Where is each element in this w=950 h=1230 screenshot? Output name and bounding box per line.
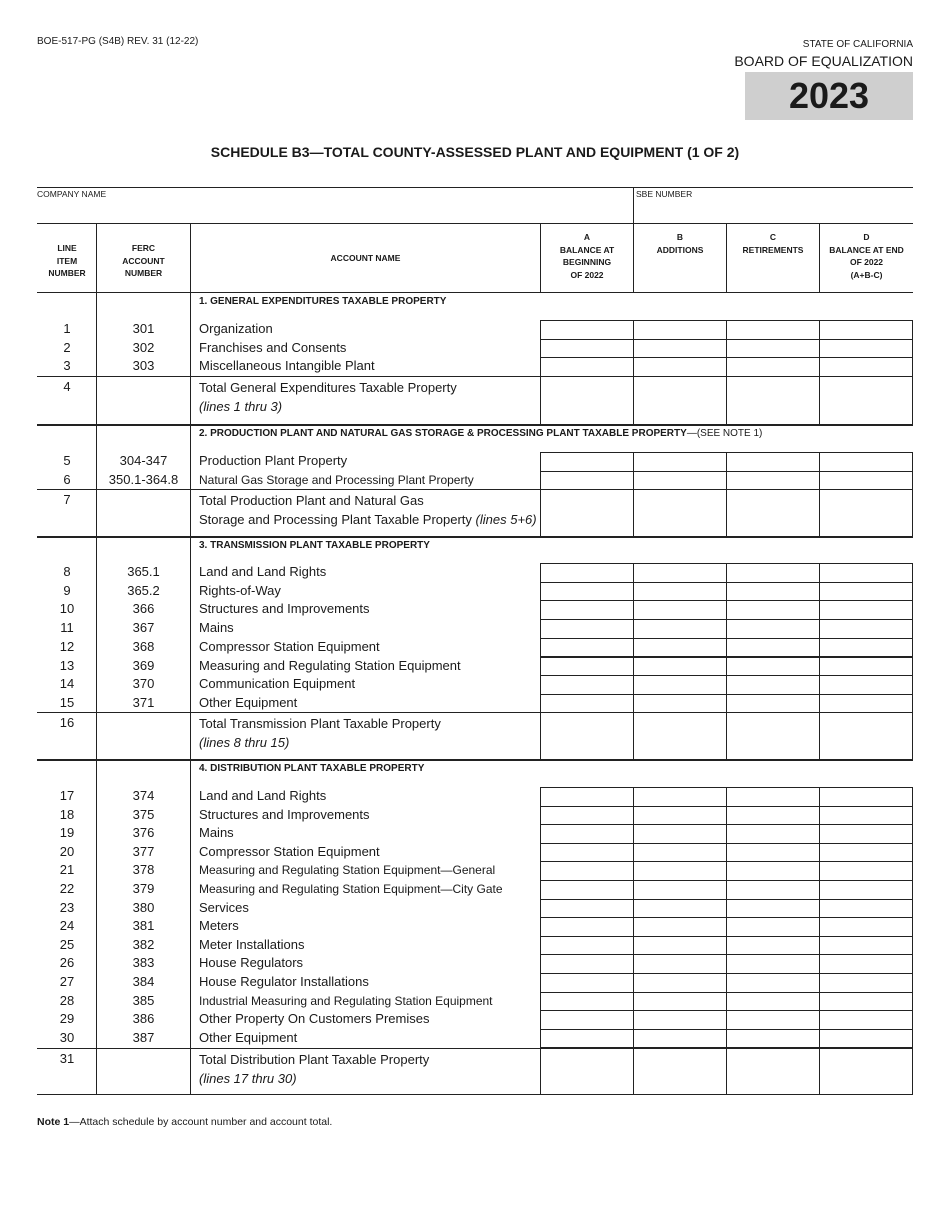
tax-year-box: [745, 72, 913, 120]
ferc-number: 302: [132, 339, 155, 355]
account-name: Compressor Station Equipment: [199, 843, 380, 859]
input-col-d[interactable]: [819, 339, 913, 359]
ferc-number: 376: [132, 825, 155, 841]
account-name: Compressor Station Equipment: [199, 638, 380, 654]
line-number: 1: [63, 321, 71, 336]
input-col-a[interactable]: [540, 861, 634, 881]
input-col-c[interactable]: [726, 787, 820, 807]
input-col-c[interactable]: [726, 973, 820, 993]
ferc-number: 369: [132, 657, 155, 673]
account-name: Measuring and Regulating Station Equipment—City Gate: [199, 882, 503, 896]
input-col-d[interactable]: [819, 843, 913, 863]
input-col-c[interactable]: [726, 452, 820, 472]
line-number: 15: [59, 694, 75, 710]
input-col-d[interactable]: [819, 1010, 913, 1030]
input-col-a[interactable]: [540, 675, 634, 695]
account-name: Land and Land Rights: [199, 564, 327, 579]
input-col-d[interactable]: [819, 899, 913, 919]
total-name-line2: [199, 397, 457, 416]
schedule-title: SCHEDULE B3—TOTAL COUNTY-ASSESSED PLANT AND EQUIPMENT (1 OF 2): [210, 144, 740, 160]
input-col-c[interactable]: [726, 806, 820, 826]
total-account-divider: [540, 1048, 541, 1094]
line-number: 22: [59, 881, 75, 896]
line-number: 25: [59, 936, 75, 952]
input-col-b[interactable]: [633, 936, 727, 956]
input-col-c[interactable]: [726, 657, 820, 677]
total-name-line2: [199, 1069, 429, 1088]
input-col-c[interactable]: [726, 582, 820, 602]
input-col-b[interactable]: [633, 824, 727, 844]
ferc-number: 304-347: [119, 453, 168, 468]
col-header-a: A BALANCE AT BEGINNING OF 2022: [559, 232, 615, 280]
input-col-c[interactable]: [726, 339, 820, 359]
company-row-divider: [633, 187, 634, 223]
ferc-number: 382: [132, 936, 155, 952]
input-col-b[interactable]: [633, 917, 727, 937]
account-name: Mains: [199, 620, 234, 636]
line-number: 14: [59, 676, 75, 692]
ferc-number: 371: [132, 694, 155, 710]
input-col-d[interactable]: [819, 582, 913, 602]
line-number: 23: [59, 899, 75, 915]
line-number: 2: [63, 339, 71, 355]
line-number: 11: [60, 620, 74, 636]
account-name: Natural Gas Storage and Processing Plant Property: [199, 472, 474, 487]
ferc-number: 378: [132, 862, 155, 878]
line-number: 7: [63, 492, 71, 507]
total-account-divider: [540, 489, 541, 536]
line-number: 29: [59, 1011, 75, 1027]
total-input-col-c[interactable]: [726, 489, 820, 537]
input-col-a[interactable]: [540, 917, 634, 937]
ferc-number: 379: [132, 881, 155, 896]
section-title: [199, 428, 762, 439]
col-header-c: C RETIREMENTS: [742, 232, 804, 255]
input-col-d[interactable]: [819, 936, 913, 956]
input-col-d[interactable]: [819, 471, 913, 491]
input-col-c[interactable]: [726, 917, 820, 937]
ferc-number: 368: [132, 638, 155, 654]
section-title-text: 3. TRANSMISSION PLANT TAXABLE PROPERTY: [199, 540, 430, 551]
line-number: 26: [59, 955, 75, 971]
account-name: Meters: [199, 918, 239, 934]
input-col-a[interactable]: [540, 563, 634, 583]
ferc-number: 380: [132, 899, 155, 915]
total-name-line1: Total Production Plant and Natural Gas: [199, 493, 424, 508]
input-col-a[interactable]: [540, 954, 634, 974]
input-col-a[interactable]: [540, 357, 634, 377]
total-input-col-d[interactable]: [819, 376, 913, 425]
total-input-col-a[interactable]: [540, 712, 634, 760]
col-divider-account-head: [540, 223, 541, 293]
section-title-note: —(SEE NOTE 1): [686, 428, 763, 439]
input-col-c[interactable]: [726, 320, 820, 340]
account-name: Industrial Measuring and Regulating Station Equipment: [199, 993, 493, 1008]
input-col-b[interactable]: [633, 880, 727, 900]
ferc-number: 386: [132, 1011, 155, 1027]
input-col-b[interactable]: [633, 992, 727, 1012]
company-row-top-rule: [37, 187, 913, 188]
input-col-b[interactable]: [633, 357, 727, 377]
input-col-c[interactable]: [726, 861, 820, 881]
input-col-c[interactable]: [726, 824, 820, 844]
section-bottom-rule: [37, 424, 913, 426]
note: [37, 1116, 332, 1128]
account-name: Services: [199, 899, 249, 915]
input-col-d[interactable]: [819, 954, 913, 974]
company-name-field[interactable]: [37, 200, 627, 220]
table-bottom-rule: [37, 1094, 913, 1095]
line-number: 4: [63, 379, 71, 394]
account-name: Organization: [199, 321, 273, 336]
col-divider-a-head: [633, 223, 634, 293]
input-col-c[interactable]: [726, 638, 820, 658]
input-col-c[interactable]: [726, 899, 820, 919]
input-col-b[interactable]: [633, 452, 727, 472]
input-col-b[interactable]: [633, 899, 727, 919]
input-col-b[interactable]: [633, 339, 727, 359]
account-name: Meter Installations: [199, 936, 305, 952]
ferc-number: 383: [132, 955, 155, 971]
line-number: 31: [59, 1051, 75, 1066]
account-name: Miscellaneous Intangible Plant: [199, 358, 375, 374]
ferc-number: 365.2: [127, 582, 160, 598]
input-col-a[interactable]: [540, 694, 634, 714]
input-col-c[interactable]: [726, 954, 820, 974]
ferc-number: 377: [132, 843, 155, 859]
line-number: 12: [59, 638, 75, 654]
note-text: —Attach schedule by account number and account total.: [69, 1116, 333, 1128]
input-col-c[interactable]: [726, 675, 820, 695]
ferc-number: 375: [132, 806, 155, 822]
input-col-d[interactable]: [819, 600, 913, 620]
account-name: Measuring and Regulating Station Equipment: [199, 657, 461, 673]
input-col-b[interactable]: [633, 471, 727, 491]
total-name-line2-text: Storage and Processing Plant Taxable Property: [199, 512, 476, 527]
company-name-label: COMPANY NAME: [37, 189, 107, 199]
input-col-b[interactable]: [633, 843, 727, 863]
section-title: [199, 296, 446, 307]
input-col-b[interactable]: [633, 954, 727, 974]
total-name-line1: Total Transmission Plant Taxable Property: [199, 716, 441, 731]
board-label: BOARD OF EQUALIZATION: [734, 53, 913, 69]
table-top-rule: [37, 223, 913, 224]
col-header-d: D BALANCE AT END OF 2022 (A+B-C): [829, 232, 904, 280]
input-col-a[interactable]: [540, 339, 634, 359]
section-title-text: 4. DISTRIBUTION PLANT TAXABLE PROPERTY: [199, 763, 425, 774]
ferc-number: 350.1-364.8: [108, 471, 179, 487]
ferc-number: 367: [132, 620, 155, 636]
total-name-line2: [199, 510, 537, 529]
total-name-line2: [199, 733, 441, 752]
line-number: 30: [59, 1029, 75, 1045]
total-lines-ref: (lines 5+6): [475, 512, 537, 527]
input-col-a[interactable]: [540, 657, 634, 677]
line-number: 5: [63, 453, 71, 468]
input-col-d[interactable]: [819, 657, 913, 677]
line-number: 28: [59, 992, 75, 1008]
input-col-c[interactable]: [726, 600, 820, 620]
header-bottom-rule: [37, 292, 913, 293]
account-name: Communication Equipment: [199, 676, 356, 692]
input-col-b[interactable]: [633, 694, 727, 714]
input-col-b[interactable]: [633, 320, 727, 340]
ferc-number: 303: [132, 358, 155, 374]
ferc-number: 374: [132, 788, 155, 803]
line-number: 13: [59, 657, 75, 673]
line-number: 19: [59, 825, 75, 841]
account-name: Other Property On Customers Premises: [199, 1011, 430, 1027]
sbe-number-label: SBE NUMBER: [636, 189, 693, 199]
input-col-d[interactable]: [819, 806, 913, 826]
total-input-col-b[interactable]: [633, 1048, 727, 1095]
line-number: 17: [59, 788, 75, 803]
input-col-d[interactable]: [819, 917, 913, 937]
account-name: House Regulator Installations: [199, 974, 369, 989]
account-name: Measuring and Regulating Station Equipment—General: [199, 863, 496, 878]
input-col-b[interactable]: [633, 563, 727, 583]
input-col-a[interactable]: [540, 824, 634, 844]
input-col-a[interactable]: [540, 320, 634, 340]
total-input-col-b[interactable]: [633, 376, 727, 425]
input-col-a[interactable]: [540, 471, 634, 491]
input-col-b[interactable]: [633, 657, 727, 677]
col-header-line: LINE ITEM NUMBER: [48, 243, 86, 278]
line-number: 9: [63, 582, 71, 598]
input-col-c[interactable]: [726, 563, 820, 583]
input-col-c[interactable]: [726, 471, 820, 491]
ferc-number: 365.1: [127, 564, 160, 579]
input-col-c[interactable]: [726, 880, 820, 900]
ferc-number: 301: [132, 321, 155, 336]
input-col-c[interactable]: [726, 357, 820, 377]
input-col-b[interactable]: [633, 638, 727, 658]
col-header-ferc: FERC ACCOUNT NUMBER: [122, 243, 165, 278]
col-header-b: B ADDITIONS: [656, 232, 704, 255]
total-name-line1: Total General Expenditures Taxable Property: [199, 380, 457, 395]
total-input-col-a[interactable]: [540, 376, 634, 425]
input-col-d[interactable]: [819, 973, 913, 993]
input-col-b[interactable]: [633, 675, 727, 695]
input-col-b[interactable]: [633, 1010, 727, 1030]
account-name: Land and Land Rights: [199, 788, 327, 803]
section-title: [199, 540, 430, 551]
account-name: Production Plant Property: [199, 453, 348, 468]
line-number: 8: [63, 564, 71, 579]
input-col-b[interactable]: [633, 861, 727, 881]
line-number: 16: [59, 715, 75, 730]
input-col-a[interactable]: [540, 899, 634, 919]
input-col-d[interactable]: [819, 357, 913, 377]
total-account-divider: [540, 376, 541, 424]
input-col-a[interactable]: [540, 843, 634, 863]
line-number: 20: [59, 843, 75, 859]
input-col-a[interactable]: [540, 806, 634, 826]
total-input-col-b[interactable]: [633, 489, 727, 537]
col-header-account: ACCOUNT NAME: [330, 253, 401, 263]
input-col-a[interactable]: [540, 973, 634, 993]
input-col-b[interactable]: [633, 1029, 727, 1049]
input-col-d[interactable]: [819, 675, 913, 695]
state-label: STATE OF CALIFORNIA: [802, 39, 913, 50]
input-col-d[interactable]: [819, 861, 913, 881]
section-title-text: 1. GENERAL EXPENDITURES TAXABLE PROPERTY: [199, 296, 447, 307]
account-name: Structures and Improvements: [199, 601, 370, 617]
section-bottom-rule: [37, 759, 913, 761]
total-lines-ref: (lines 1 thru 3): [199, 399, 283, 414]
total-account-name: [199, 714, 441, 752]
input-col-a[interactable]: [540, 1010, 634, 1030]
ferc-number: 384: [132, 974, 155, 989]
total-input-col-a[interactable]: [540, 1048, 634, 1095]
input-col-d[interactable]: [819, 563, 913, 583]
total-input-col-d[interactable]: [819, 712, 913, 760]
input-col-d[interactable]: [819, 638, 913, 658]
line-number: 3: [63, 358, 71, 374]
ferc-number: 381: [132, 918, 155, 934]
input-col-a[interactable]: [540, 638, 634, 658]
ferc-number: 370: [132, 676, 155, 692]
account-name: Other Equipment: [199, 694, 298, 710]
input-col-a[interactable]: [540, 600, 634, 620]
section-title: [199, 763, 424, 774]
input-col-a[interactable]: [540, 582, 634, 602]
section-bottom-rule: [37, 536, 913, 538]
input-col-b[interactable]: [633, 973, 727, 993]
col-divider-c-head: [819, 223, 820, 293]
line-number: 6: [63, 471, 71, 487]
input-col-a[interactable]: [540, 880, 634, 900]
account-name: House Regulators: [199, 955, 304, 971]
line-number: 10: [59, 601, 75, 617]
input-col-b[interactable]: [633, 600, 727, 620]
sbe-number-field[interactable]: [636, 200, 906, 220]
line-number: 18: [59, 806, 75, 822]
input-col-c[interactable]: [726, 694, 820, 714]
total-input-col-d[interactable]: [819, 489, 913, 537]
total-input-col-d[interactable]: [819, 1048, 913, 1095]
line-number: 27: [59, 974, 75, 989]
input-col-d[interactable]: [819, 787, 913, 807]
total-account-name: [199, 491, 537, 529]
input-col-c[interactable]: [726, 843, 820, 863]
total-input-col-c[interactable]: [726, 712, 820, 760]
form-id: BOE-517-PG (S4B) REV. 31 (12-22): [37, 36, 199, 47]
input-col-c[interactable]: [726, 992, 820, 1012]
input-col-d[interactable]: [819, 824, 913, 844]
account-name: Other Equipment: [199, 1029, 298, 1045]
account-name: Rights-of-Way: [199, 582, 281, 598]
input-col-d[interactable]: [819, 880, 913, 900]
ferc-number: 366: [132, 601, 155, 617]
account-name: Structures and Improvements: [199, 806, 370, 822]
input-col-b[interactable]: [633, 787, 727, 807]
total-name-line1: Total Distribution Plant Taxable Property: [199, 1052, 430, 1067]
total-input-col-a[interactable]: [540, 489, 634, 537]
input-col-b[interactable]: [633, 619, 727, 639]
total-input-col-c[interactable]: [726, 1048, 820, 1095]
input-col-c[interactable]: [726, 936, 820, 956]
input-col-a[interactable]: [540, 992, 634, 1012]
account-name: Franchises and Consents: [199, 339, 347, 355]
input-col-d[interactable]: [819, 992, 913, 1012]
tax-year: 2023: [788, 75, 870, 116]
input-col-c[interactable]: [726, 1029, 820, 1049]
line-number: 21: [59, 862, 75, 878]
input-col-d[interactable]: [819, 694, 913, 714]
ferc-number: 387: [132, 1029, 155, 1045]
total-lines-ref: (lines 17 thru 30): [199, 1071, 297, 1086]
input-col-b[interactable]: [633, 582, 727, 602]
input-col-a[interactable]: [540, 452, 634, 472]
input-col-d[interactable]: [819, 619, 913, 639]
input-col-b[interactable]: [633, 806, 727, 826]
section-title-text: 2. PRODUCTION PLANT AND NATURAL GAS STORAGE & PROCESSING PLANT TAXABLE PROPERTY: [199, 428, 687, 439]
input-col-a[interactable]: [540, 936, 634, 956]
input-col-d[interactable]: [819, 1029, 913, 1049]
input-col-a[interactable]: [540, 619, 634, 639]
input-col-c[interactable]: [726, 1010, 820, 1030]
input-col-a[interactable]: [540, 1029, 634, 1049]
input-col-a[interactable]: [540, 787, 634, 807]
total-lines-ref: (lines 8 thru 15): [199, 735, 290, 750]
total-account-divider: [540, 712, 541, 759]
total-account-name: [199, 1050, 429, 1088]
input-col-d[interactable]: [819, 452, 913, 472]
input-col-d[interactable]: [819, 320, 913, 340]
col-divider-b-head: [726, 223, 727, 293]
line-number: 24: [59, 918, 75, 934]
note-label: Note 1: [37, 1116, 70, 1128]
ferc-number: 385: [132, 992, 155, 1008]
total-account-name: [199, 378, 457, 416]
input-col-c[interactable]: [726, 619, 820, 639]
total-input-col-b[interactable]: [633, 712, 727, 760]
account-name: Mains: [199, 825, 234, 841]
total-input-col-c[interactable]: [726, 376, 820, 425]
